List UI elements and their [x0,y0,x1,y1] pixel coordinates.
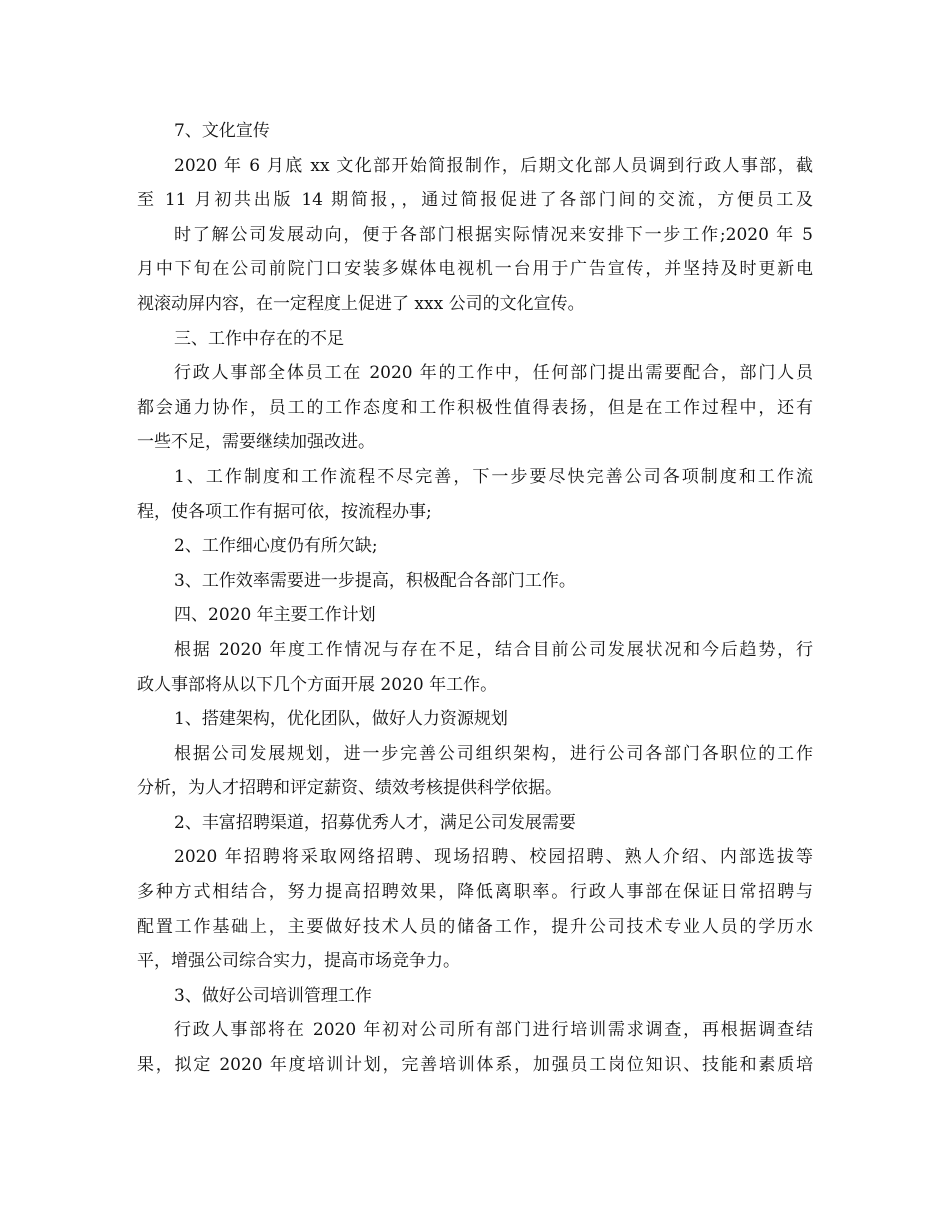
paragraph-line: 2020 年 6 月底 xx 文化部开始简报制作，后期文化部人员调到行政人事部，截 [174,155,813,176]
paragraph-line: 时了解公司发展动向，便于各部门根据实际情况来安排下一步工作;2020 年 5 [174,224,813,245]
paragraph-line: 一些不足，需要继续加强改进。 [137,432,375,453]
paragraph-line: 视滚动屏内容，在一定程度上促进了 xxx 公司的文化宣传。 [137,293,585,314]
paragraph-line: 分析，为人才招聘和评定薪资、绩效考核提供科学依据。 [137,778,562,799]
paragraph-line: 根据公司发展规划，进一步完善公司组织架构，进行公司各部门各职位的工作 [174,743,813,764]
list-item-line: 3、工作效率需要进一步提高，积极配合各部门工作。 [174,570,576,591]
section-heading-work-plan: 四、2020 年主要工作计划 [174,605,376,626]
heading-culture-promotion: 7、文化宣传 [174,121,270,141]
paragraph-line: 根据 2020 年度工作情况与存在不足，结合目前公司发展状况和今后趋势，行 [174,639,813,660]
paragraph-line: 平，增强公司综合实力，提高市场竞争力。 [137,951,460,972]
list-item-line: 2、工作细心度仍有所欠缺; [174,536,378,557]
paragraph-line: 2020 年招聘将采取网络招聘、现场招聘、校园招聘、熟人介绍、内部选拔等 [174,847,813,868]
paragraph-line: 行政人事部将在 2020 年初对公司所有部门进行培训需求调查，再根据调查结 [174,1020,813,1041]
paragraph-line: 都会通力协作，员工的工作态度和工作积极性值得表扬，但是在工作过程中，还有 [137,397,813,418]
plan-item-heading: 2、丰富招聘渠道，招募优秀人才，满足公司发展需要 [174,812,576,833]
paragraph-line: 配置工作基础上，主要做好技术人员的储备工作，提升公司技术专业人员的学历水 [137,916,813,937]
plan-item-heading: 3、做好公司培训管理工作 [174,985,372,1006]
paragraph-line: 至 11 月初共出版 14 期简报，，通过简报促进了各部门间的交流，方便员工及 [137,190,813,211]
paragraph-line: 多种方式相结合，努力提高招聘效果，降低离职率。行政人事部在保证日常招聘与 [137,882,813,903]
paragraph-line: 果，拟定 2020 年度培训计划，完善培训体系，加强员工岗位知识、技能和素质培 [137,1055,813,1076]
paragraph-line: 行政人事部全体员工在 2020 年的工作中，任何部门提出需要配合，部门人员 [174,363,813,384]
section-heading-shortcomings: 三、工作中存在的不足 [174,328,344,349]
paragraph-line: 月中下旬在公司前院门口安装多媒体电视机一台用于广告宣传，并坚持及时更新电 [137,259,813,280]
plan-item-heading: 1、搭建架构，优化团队，做好人力资源规划 [174,709,508,730]
paragraph-line: 政人事部将从以下几个方面开展 2020 年工作。 [137,674,498,695]
document-body [137,114,813,1083]
list-item-line: 1、工作制度和工作流程不尽完善，下一步要尽快完善公司各项制度和工作流 [174,466,813,487]
list-item-line: 程，使各项工作有据可依，按流程办事; [137,501,432,522]
